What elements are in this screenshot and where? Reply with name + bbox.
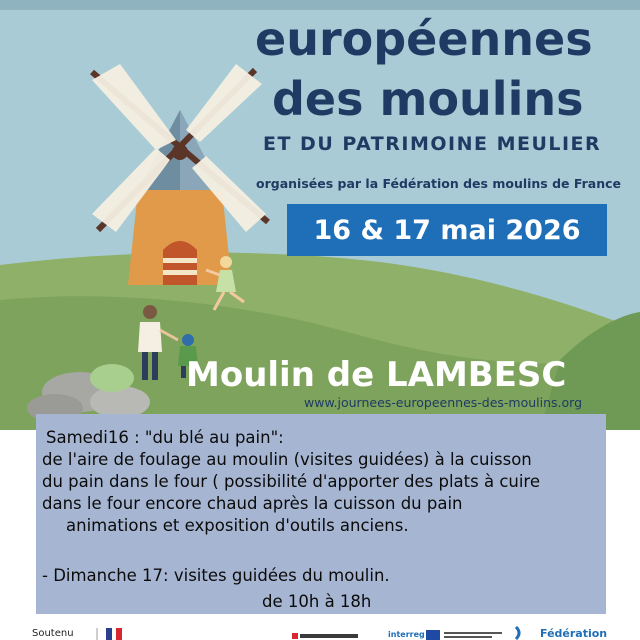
eu-cofunded-logo [426, 630, 506, 640]
sponsor-logo [292, 630, 362, 640]
federation-label: Fédération [540, 627, 608, 640]
program-line: Samedi16 : "du blé au pain": [46, 428, 284, 447]
event-date-banner [287, 204, 607, 256]
mill-name: Moulin de LAMBESC [186, 355, 567, 395]
event-date: 16 & 17 mai 2026 [313, 214, 581, 246]
program-line: du pain dans le four ( possibilité d'apporter des plats à cuire [42, 472, 541, 491]
republique-francaise-logo [96, 626, 126, 640]
door-bar [163, 258, 197, 263]
organizer-text: organisées par la Fédération des moulins de France [256, 176, 622, 191]
soutenu-label: Soutenu [32, 628, 74, 639]
program-line: - Dimanche 17: visites guidées du moulin. [42, 566, 390, 585]
program-panel [36, 414, 606, 614]
program-line: animations et exposition d'outils anciens. [66, 516, 409, 535]
program-line: de l'aire de foulage au moulin (visites guidées) à la cuisson [42, 450, 532, 469]
bush [90, 364, 134, 392]
door-bar [163, 270, 197, 275]
poster-subtitle: ET DU PATRIMOINE MEULIER [263, 133, 602, 155]
poster-title-line2: des moulins [272, 72, 584, 126]
poster-title-line1: européennes [255, 12, 593, 66]
program-line: de 10h à 18h [262, 592, 372, 611]
program-line: dans le four encore chaud après la cuisson du pain [42, 494, 463, 513]
website-link[interactable]: www.journees-europeennes-des-moulins.org [304, 395, 583, 410]
interreg-logo: interreg [388, 630, 425, 639]
federation-logo-mark [512, 626, 526, 640]
